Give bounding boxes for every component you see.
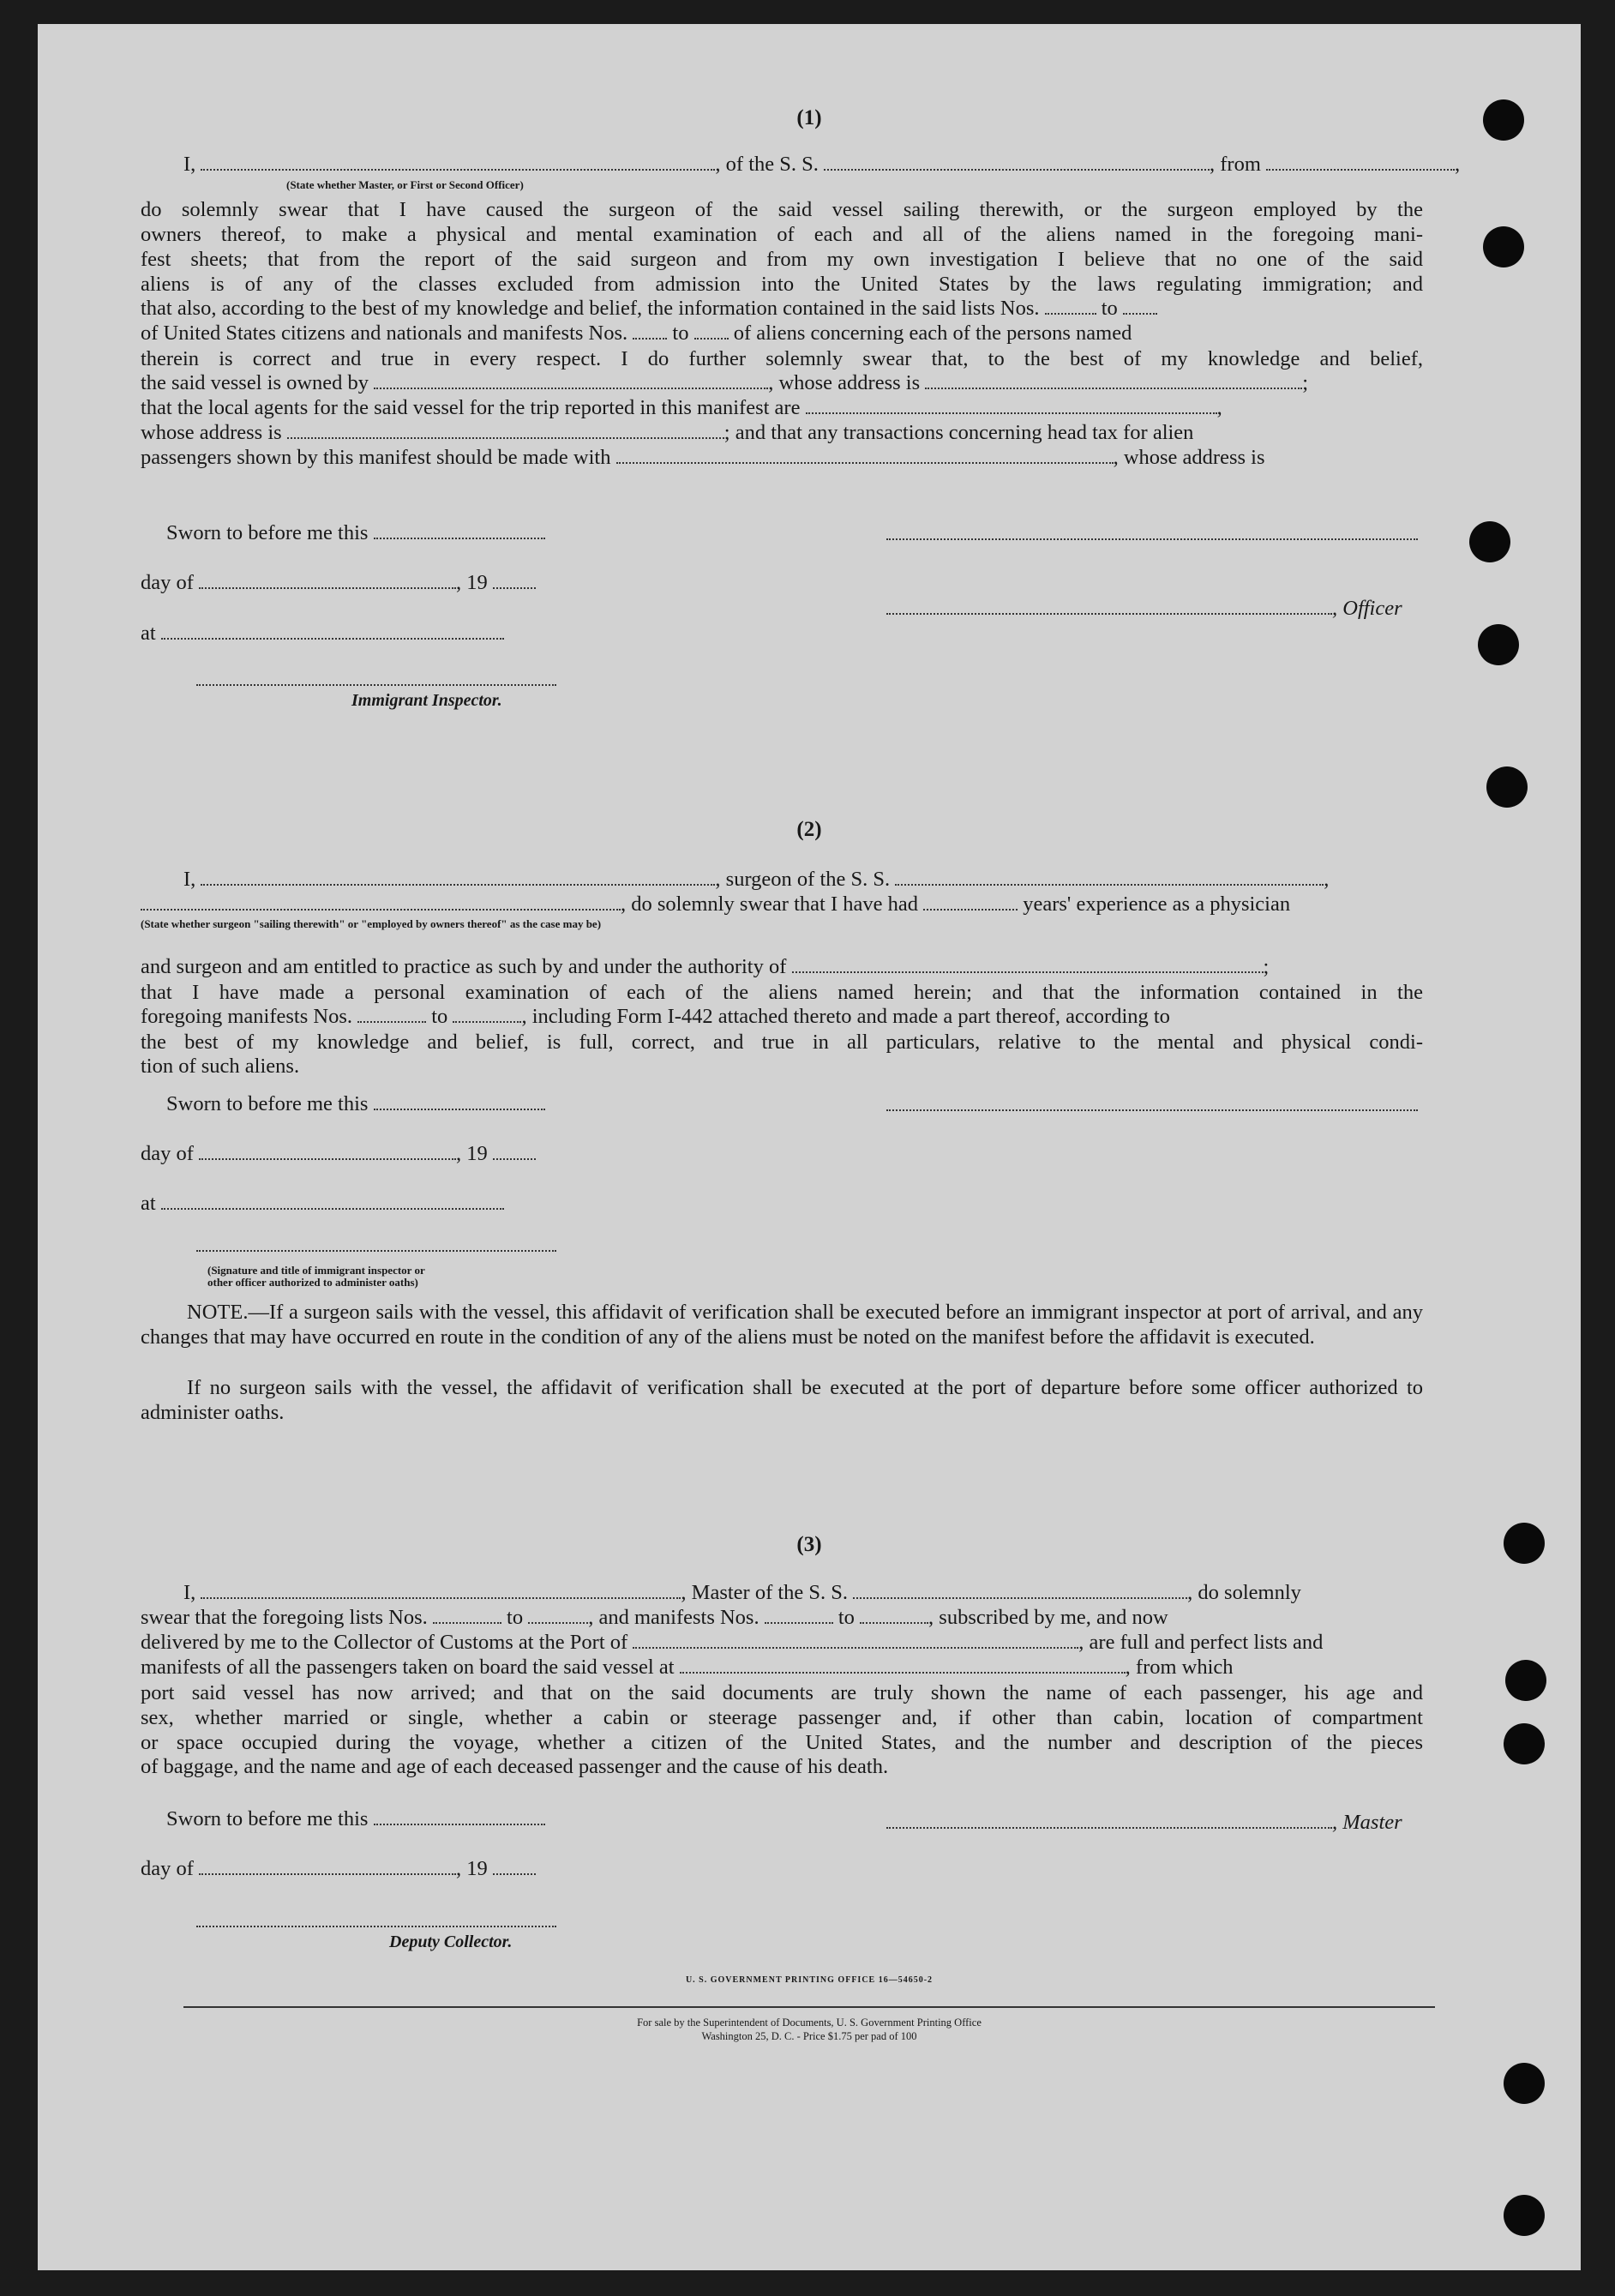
s3-body: port said vessel has now arrived; and that on the said documents are truly shown the name of each passenger, his age and sex, whether married or single, whether a cabin or steerage passenger and, if other than cabin, location of compartment or space occupied during the voyage, whether a citizen of the United States, and the number and description of the pieces xyxy=(141,1681,1423,1754)
footer-rule xyxy=(183,2006,1435,2008)
s2-day: day of , 19 xyxy=(141,1142,536,1166)
embark-port-field[interactable] xyxy=(680,1667,1126,1674)
s2-line4: that I have made a personal examination of each of the aliens named herein; and that the information contained in the xyxy=(141,981,1423,1004)
s1-officer: , Officer xyxy=(886,597,1402,621)
s3-day: day of , 19 xyxy=(141,1857,536,1881)
s1-at: at xyxy=(141,622,504,646)
punch-hole xyxy=(1505,1660,1546,1701)
s3-manifests-from-field[interactable] xyxy=(765,1617,833,1624)
port-field[interactable] xyxy=(633,1642,1078,1649)
s2-caption: (State whether surgeon "sailing therewith" or "employed by owners thereof" as the case may be) xyxy=(141,917,602,930)
s2-sworn: Sworn to before me this xyxy=(166,1092,545,1116)
punch-hole xyxy=(1483,99,1524,141)
owner-field[interactable] xyxy=(374,382,768,389)
surgeon-name-field[interactable] xyxy=(201,879,715,886)
note-paragraph: NOTE.—If a surgeon sails with the vessel, this affidavit of verification shall be executed before an immigrant inspector at port of arrival, and any changes that may have occurred en route in the condition of any of the aliens must be noted on the manifest before the affidavit is executed. xyxy=(141,1301,1423,1349)
form-page xyxy=(38,24,1581,2270)
s1-caption: (State whether Master, or First or Second Officer) xyxy=(286,178,524,191)
punch-hole xyxy=(1478,624,1519,665)
s3-master: , Master xyxy=(886,1811,1402,1835)
s1-line7: therein is correct and true in every respect. I do further solemnly swear that, to the best of my knowledge and belief, xyxy=(141,347,1423,370)
s3-day-of-field[interactable] xyxy=(199,1868,456,1875)
authority-field[interactable] xyxy=(792,966,1264,973)
s2-line5: foregoing manifests Nos. to , including Form I-442 attached thereto and made a part thereof, according to xyxy=(141,1005,1170,1028)
s2-line6: the best of my knowledge and belief, is full, correct, and true in all particulars, relative to the mental and physical condi- xyxy=(141,1031,1423,1054)
agents-address-field[interactable] xyxy=(287,432,724,439)
collector-signature[interactable] xyxy=(196,1926,556,1927)
sale-notice-1: For sale by the Superintendent of Documents, U. S. Government Printing Office xyxy=(637,2017,982,2029)
surgeon-signature[interactable] xyxy=(886,1109,1418,1111)
s1-day: day of , 19 xyxy=(141,571,536,595)
sworn-date-field[interactable] xyxy=(374,532,545,539)
section-2-number: (2) xyxy=(796,818,822,841)
s2-at-place-field[interactable] xyxy=(161,1203,504,1210)
punch-hole xyxy=(1504,2195,1545,2236)
s1-line1: I, , of the S. S. , from , xyxy=(183,153,1461,176)
s1-line10: whose address is ; and that any transactions concerning head tax for alien xyxy=(141,421,1194,444)
s2-manifests-to-field[interactable] xyxy=(453,1016,521,1023)
inspector-signature[interactable] xyxy=(196,684,556,686)
s1-body: do solemnly swear that I have caused the surgeon of the said vessel sailing therewith, or the surgeon employed by the owners thereof, to make a physical and mental examination of each and all of the aliens named in the foregoing mani- fest sheets; that from the report of the said surgeon and from my own investigation I believe that no one of the said aliens is of any of the classes excluded from admission into the United States by the laws regulating immigration; and xyxy=(141,198,1423,296)
s3-last: of baggage, and the name and age of each deceased passenger and the cause of his death. xyxy=(141,1755,889,1778)
s2-sworn-date-field[interactable] xyxy=(374,1103,545,1110)
year-field[interactable] xyxy=(493,582,536,589)
s1-line8: the said vessel is owned by , whose address is ; xyxy=(141,371,1309,394)
from-port-field[interactable] xyxy=(1266,164,1455,171)
agents-field[interactable] xyxy=(806,407,1217,414)
s3-line1: I, , Master of the S. S. , do solemnly xyxy=(183,1581,1301,1604)
punch-hole xyxy=(1483,226,1524,267)
s2-sig-caption-1: (Signature and title of immigrant inspector or xyxy=(207,1264,425,1277)
punch-hole xyxy=(1504,1723,1545,1764)
s2-line2: , do solemnly swear that I have had years' experience as a physician xyxy=(141,893,1290,917)
s3-manifests-to-field[interactable] xyxy=(860,1617,928,1624)
surgeon-ship-field[interactable] xyxy=(895,879,1324,886)
s2-inspector-signature[interactable] xyxy=(196,1250,556,1252)
s2-line3: and surgeon and am entitled to practice as such by and under the authority of ; xyxy=(141,955,1270,978)
gpo-imprint: U. S. GOVERNMENT PRINTING OFFICE 16—54650-2 xyxy=(685,1975,934,1985)
s2-line7: tion of such aliens. xyxy=(141,1055,300,1078)
sale-notice-2: Washington 25, D. C. - Price $1.75 per pad of 100 xyxy=(701,2030,917,2042)
s2-year-field[interactable] xyxy=(493,1153,536,1160)
s1-line11: passengers shown by this manifest should be made with , whose address is xyxy=(141,446,1265,469)
s3-master-name-field[interactable] xyxy=(201,1592,681,1599)
punch-hole xyxy=(1469,521,1510,562)
s2-manifests-from-field[interactable] xyxy=(357,1016,426,1023)
s3-line3: delivered by me to the Collector of Customs at the Port of , are full and perfect lists and xyxy=(141,1631,1324,1654)
years-field[interactable] xyxy=(923,904,1018,911)
surgeon-status-field[interactable] xyxy=(141,904,621,911)
punch-hole xyxy=(1504,2063,1545,2104)
s2-sig-caption-2: other officer authorized to administer oaths) xyxy=(207,1276,418,1289)
s1-sworn: Sworn to before me this xyxy=(166,521,545,545)
head-tax-field[interactable] xyxy=(616,457,1114,464)
s3-line2: swear that the foregoing lists Nos. to , and manifests Nos. to , subscribed by me, and now xyxy=(141,1606,1168,1629)
manifests-from-field[interactable] xyxy=(633,333,667,340)
day-of-field[interactable] xyxy=(199,582,456,589)
s2-line1: I, , surgeon of the S. S. , xyxy=(183,868,1330,891)
punch-hole xyxy=(1486,766,1528,808)
s2-at: at xyxy=(141,1192,504,1216)
master-signature-field[interactable] xyxy=(886,1822,1332,1829)
s3-lists-from-field[interactable] xyxy=(433,1617,501,1624)
at-place-field[interactable] xyxy=(161,633,504,640)
s3-lists-to-field[interactable] xyxy=(528,1617,588,1624)
master-name-field[interactable] xyxy=(201,164,715,171)
s1-line6: of United States citizens and nationals and manifests Nos. to of aliens concerning each of the persons named xyxy=(141,322,1132,345)
manifests-to-field[interactable] xyxy=(694,333,729,340)
officer-signature-top[interactable] xyxy=(886,538,1418,540)
section-1-number: (1) xyxy=(796,106,822,129)
collector-label: Deputy Collector. xyxy=(389,1932,513,1951)
lists-to-field[interactable] xyxy=(1123,308,1157,315)
s3-year-field[interactable] xyxy=(493,1868,536,1875)
s2-day-of-field[interactable] xyxy=(199,1153,456,1160)
officer-signature-field[interactable] xyxy=(886,608,1332,615)
s3-ship-field[interactable] xyxy=(853,1592,1187,1599)
s1-line9: that the local agents for the said vessel for the trip reported in this manifest are , xyxy=(141,396,1222,419)
s3-line4: manifests of all the passengers taken on board the said vessel at , from which xyxy=(141,1656,1234,1679)
inspector-label: Immigrant Inspector. xyxy=(351,691,502,710)
s3-sworn-date-field[interactable] xyxy=(374,1818,545,1825)
ship-name-field[interactable] xyxy=(824,164,1210,171)
s3-sworn: Sworn to before me this xyxy=(166,1807,545,1831)
section-3-number: (3) xyxy=(796,1533,822,1556)
lists-from-field[interactable] xyxy=(1045,308,1096,315)
note-paragraph-2: If no surgeon sails with the vessel, the affidavit of verification shall be executed at the port of departure before some officer authorized to administer oaths. xyxy=(141,1376,1423,1424)
punch-hole xyxy=(1504,1523,1545,1564)
owner-address-field[interactable] xyxy=(925,382,1302,389)
s1-line5: that also, according to the best of my knowledge and belief, the information contained in the said lists Nos. to xyxy=(141,297,1157,321)
